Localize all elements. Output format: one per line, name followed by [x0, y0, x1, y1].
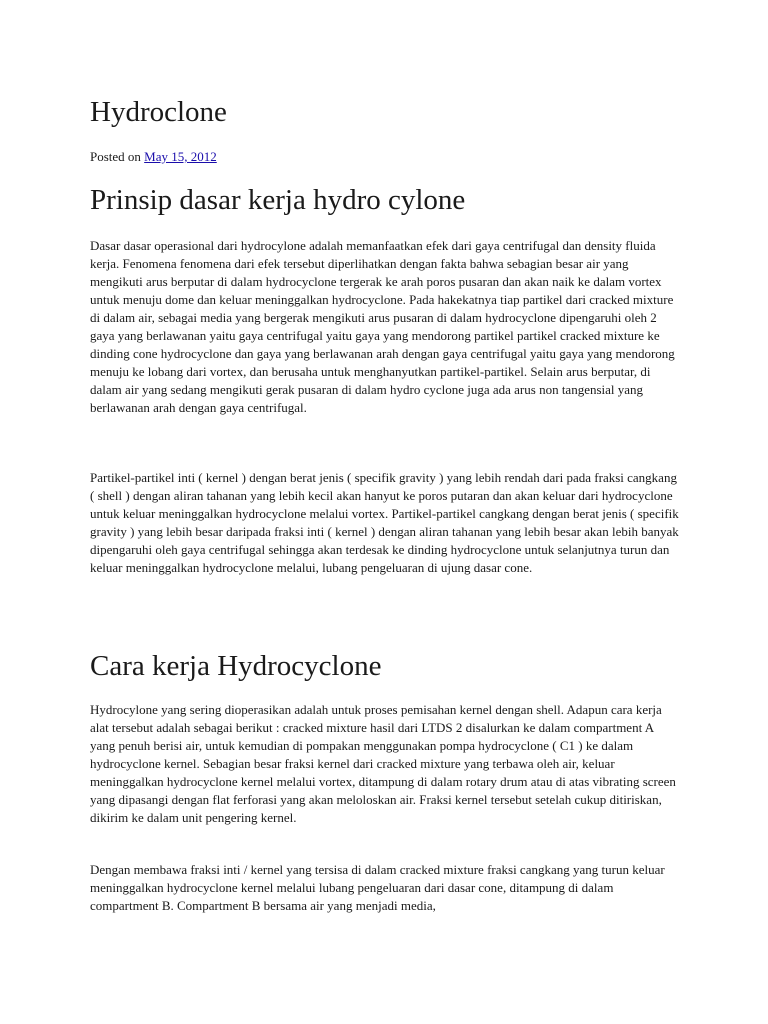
paragraph: Dasar dasar operasional dari hydrocylone adalah memanfaatkan efek dari gaya centrifugal dan density fluida kerja. Fenomena fenomena dari efek tersebut diperlihatkan dengan fakta bahwa sebagian besar air yang mengikuti arus berputar di dalam hydrocyclone tergerak ke arah poros pusaran dan akan naik ke dalam vortex untuk menuju dome dan keluar meninggalkan hydrocyclone. Pada hakekatnya tiap partikel dari cracked mixture di dalam air, sebagai media yang bergerak mengikuti arus pusaran di dalam hydrocyclone dipengaruhi oleh 2 gaya yang berlawanan yaitu gaya centrifugal yaitu gaya yang mendorong partikel partikel cracked mixture ke dinding cone hydrocyclone dan gaya yang berlawanan arah dengan gaya centrifugal yaitu gaya yang mendorong menuju ke lobang dari vortex, dan berusaha untuk menghanyutkan partikel-partikel. Selain arus berputar, di dalam air yang sedang mengikuti gerak pusaran di dalam hydro cyclone juga ada arus non tangensial yang berlawanan arah dengan gaya centrifugal. — [90, 238, 675, 415]
paragraph: Dengan membawa fraksi inti / kernel yang tersisa di dalam cracked mixture fraksi cangkang yang turun keluar meninggalkan hydrocyclone kernel melalui lubang pengeluaran dari dasar cone, ditampung di dalam compartment B. Compartment B bersama air yang menjadi media, — [90, 862, 665, 913]
post-title: Hydroclone — [90, 96, 227, 128]
section-heading-cara-kerja: Cara kerja Hydrocyclone — [90, 650, 382, 682]
paragraph: Hydrocylone yang sering dioperasikan adalah untuk proses pemisahan kernel dengan shell. Adapun cara kerja alat tersebut adalah sebagai berikut : cracked mixture hasil dari LTDS 2 disalurkan ke dalam compartment A yang penuh berisi air, untuk kemudian di pompakan menggunakan pompa hydrocyclone ( C1 ) ke dalam hydrocyclone kernel. Sebagian besar fraksi kernel dari cracked mixture yang terbawa oleh air, keluar meninggalkan hydrocyclone kernel melalui vortex, ditampung di dalam rotary drum atau di atas vibrating screen yang dipasangi dengan flat ferforasi yang akan meloloskan air. Fraksi kernel tersebut setelah cukup ditiriskan, dikirim ke dalam unit pengering kernel. — [90, 702, 676, 825]
posted-on-label: Posted on — [90, 149, 141, 164]
post-date-link[interactable]: May 15, 2012 — [144, 149, 217, 164]
section-heading-prinsip: Prinsip dasar kerja hydro cylone — [90, 184, 466, 216]
post-meta — [90, 148, 217, 166]
paragraph: Partikel-partikel inti ( kernel ) dengan berat jenis ( specifik gravity ) yang lebih rendah dari pada fraksi cangkang ( shell ) dengan aliran tahanan yang lebih kecil akan hanyut ke poros putaran dan akan keluar dari hydrocyclone untuk keluar meninggalkan hydrocyclone melalui vortex. Partikel-partikel cangkang dengan berat jenis ( specifik gravity ) yang lebih besar daripada fraksi inti ( kernel ) dengan aliran tahanan yang lebih besar akan lebih banyak dipengaruhi oleh gaya centrifugal sehingga akan terdesak ke dinding hydrocyclone untuk selanjutnya turun dan keluar meninggalkan hydrocyclone melalui, lubang pengeluaran di ujung dasar cone. — [90, 470, 679, 575]
